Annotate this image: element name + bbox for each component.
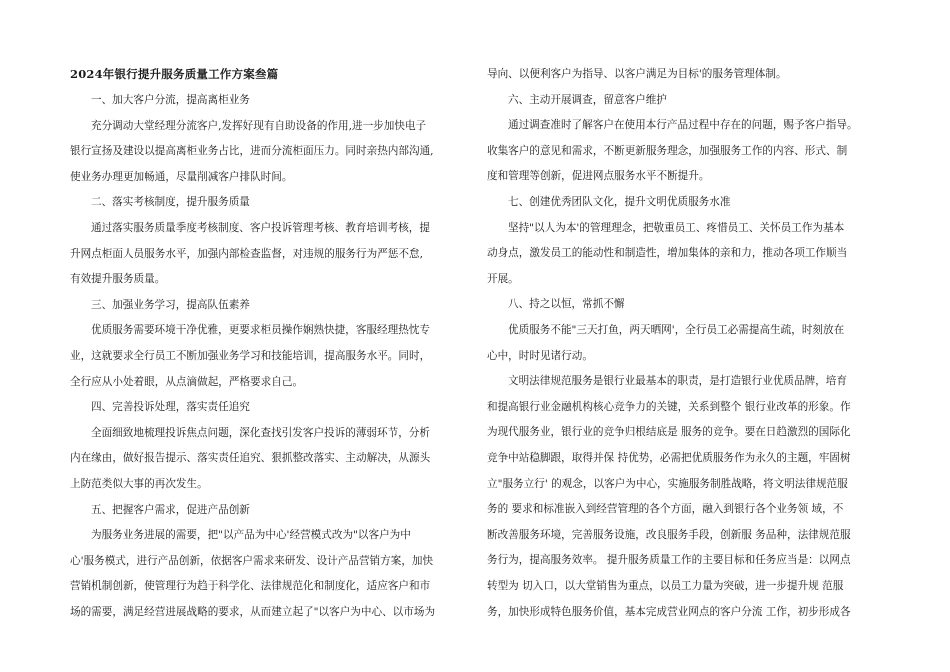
text-line: 八、持之以恒，常抓不懈 bbox=[508, 298, 625, 311]
text-line: 转型为 切入口，以大堂销售为重点，以员工力量为突破，进一步提升规 范服 bbox=[487, 580, 844, 592]
text-line: 断改善服务环境，完善服务设施，改良服务手段，创新服 务品种，法律规范服 bbox=[487, 528, 851, 541]
text-line: 心中，时时见诸行动。 bbox=[487, 349, 593, 362]
text-line: 业，这就要求全行员工不断加强业务学习和技能培训，提高服务水平。同时， bbox=[70, 350, 431, 362]
text-line: 为现代服务业，银行业的竞争归根结底是 服务的竞争。要在日趋激烈的国际化 bbox=[487, 426, 851, 439]
text-line: 全行应从小处着眼，从点滴做起，严格要求自己。 bbox=[70, 375, 304, 388]
text-line: 六、主动开展调查，留意客户维护 bbox=[508, 93, 667, 106]
text-line: 一、加大客户分流，提高离柜业务 bbox=[91, 94, 250, 106]
text-line: 务行为，提高服务效率。 提升服务质量工作的主要目标和任务应当是：以网点 bbox=[487, 554, 851, 567]
text-line: 为服务业务进展的需要，把"以产品为中心'经营模式改为"以客户为中 bbox=[91, 529, 411, 542]
text-line: 三、加强业务学习，提高队伍素养 bbox=[91, 298, 250, 311]
text-line: 使业务办理更加畅通，尽量削减客户排队时间。 bbox=[70, 170, 293, 183]
text-line: 优质服务不能"三天打鱼，两天晒网'，全行员工必需提高生疏，时刻放在 bbox=[508, 324, 845, 336]
text-line: 内在缘由，做好报告提示、落实责任追究、狠抓整改落实、主动解决，从源头 bbox=[70, 452, 431, 465]
text-line: 和提高银行业金融机构核心竞争力的关键，关系到整个 银行业改革的形象。作 bbox=[487, 400, 851, 413]
text-line: 度和管理等创新，促进网点服务水平不断提升。 bbox=[487, 170, 710, 183]
text-line: 全面细致地梳理投诉焦点问题，深化查找引发客户投诉的薄弱环节，分析 bbox=[91, 426, 430, 439]
text-line: 二、落实考核制度，提升服务质量 bbox=[91, 196, 250, 209]
text-line: 导向、以便利客户为指导、以客户满足为目标'的服务管理体制。 bbox=[487, 68, 787, 80]
text-line: 动身点，激发员工的能动性和制造性，增加集体的亲和力，推动各项工作顺当 bbox=[487, 247, 848, 260]
text-line: 通过调查准时了解客户在使用本行产品过程中存在的问题，赐予客户指导。 bbox=[508, 119, 858, 132]
text-line: 心'服务模式，进行产品创新，依据客户需求来研发、设计产品营销方案，加快 bbox=[70, 554, 434, 567]
text-line: 有效提升服务质量。 bbox=[70, 273, 166, 286]
text-line: 通过落实服务质量季度考核制度、客户投诉管理考核、教育培训考核，提 bbox=[91, 222, 430, 234]
text-line: 立"服务立行' 的观念，以客户为中心，实施服务制胜战略，将文明法律规范服 bbox=[487, 477, 848, 490]
text-line: 竞争中站稳脚跟，取得并保 持优势，必需把优质服务作为永久的主题，牢固树 bbox=[487, 452, 851, 464]
text-line: 收集客户的意见和需求，不断更新服务理念，加强服务工作的内容、形式、制 bbox=[487, 144, 848, 157]
text-line: 文明法律规范服务是银行业最基本的职责，是打造银行业优质品牌，培育 bbox=[508, 375, 847, 388]
text-line: 充分调动大堂经理分流客户,发挥好现有自助设备的作用,进一步加快电子 bbox=[91, 119, 427, 132]
text-line: 坚持"以人为本'的管理理念，把敬重员工、疼惜员工、关怀员工作为基本 bbox=[508, 221, 845, 234]
text-line: 场的需要，满足经营进展战略的要求，从而建立起了"以客户为中心、以市场为 bbox=[70, 606, 436, 618]
text-line: 务的 要求和标准嵌入到经营管理的各个方面，融入到银行各个业务领 域，不 bbox=[487, 503, 844, 516]
text-line: 优质服务需要环境干净优雅，更要求柜员操作娴熟快捷，客服经理热忱专 bbox=[91, 324, 430, 337]
text-line: 开展。 bbox=[487, 272, 519, 285]
text-line: 银行宣扬及建设以提高离柜业务占比，进而分流柜面压力。同时亲热内部沟通, bbox=[70, 145, 434, 158]
text-line: 务，加快形成特色服务价值，基本完成营业网点的客户分流 工作，初步形成各 bbox=[487, 605, 851, 618]
text-line: 上防范类似大事的再次发生。 bbox=[70, 478, 208, 490]
text-line: 七、创建优秀团队文化，提升文明优质服务水准 bbox=[508, 196, 731, 208]
document-title: 2024年银行提升服务质量工作方案叁篇 bbox=[70, 67, 279, 81]
text-line: 五、把握客户需求，促进产品创新 bbox=[91, 503, 250, 516]
text-line: 升网点柜面人员服务水平，加强内部检查监督，对违规的服务行为严惩不怠, bbox=[70, 247, 423, 260]
text-line: 营销机制创新，使管理行为趋于科学化、法律规范化和制度化，适应客户和市 bbox=[70, 580, 431, 593]
text-line: 四、完善投诉处理，落实责任追究 bbox=[91, 401, 250, 414]
